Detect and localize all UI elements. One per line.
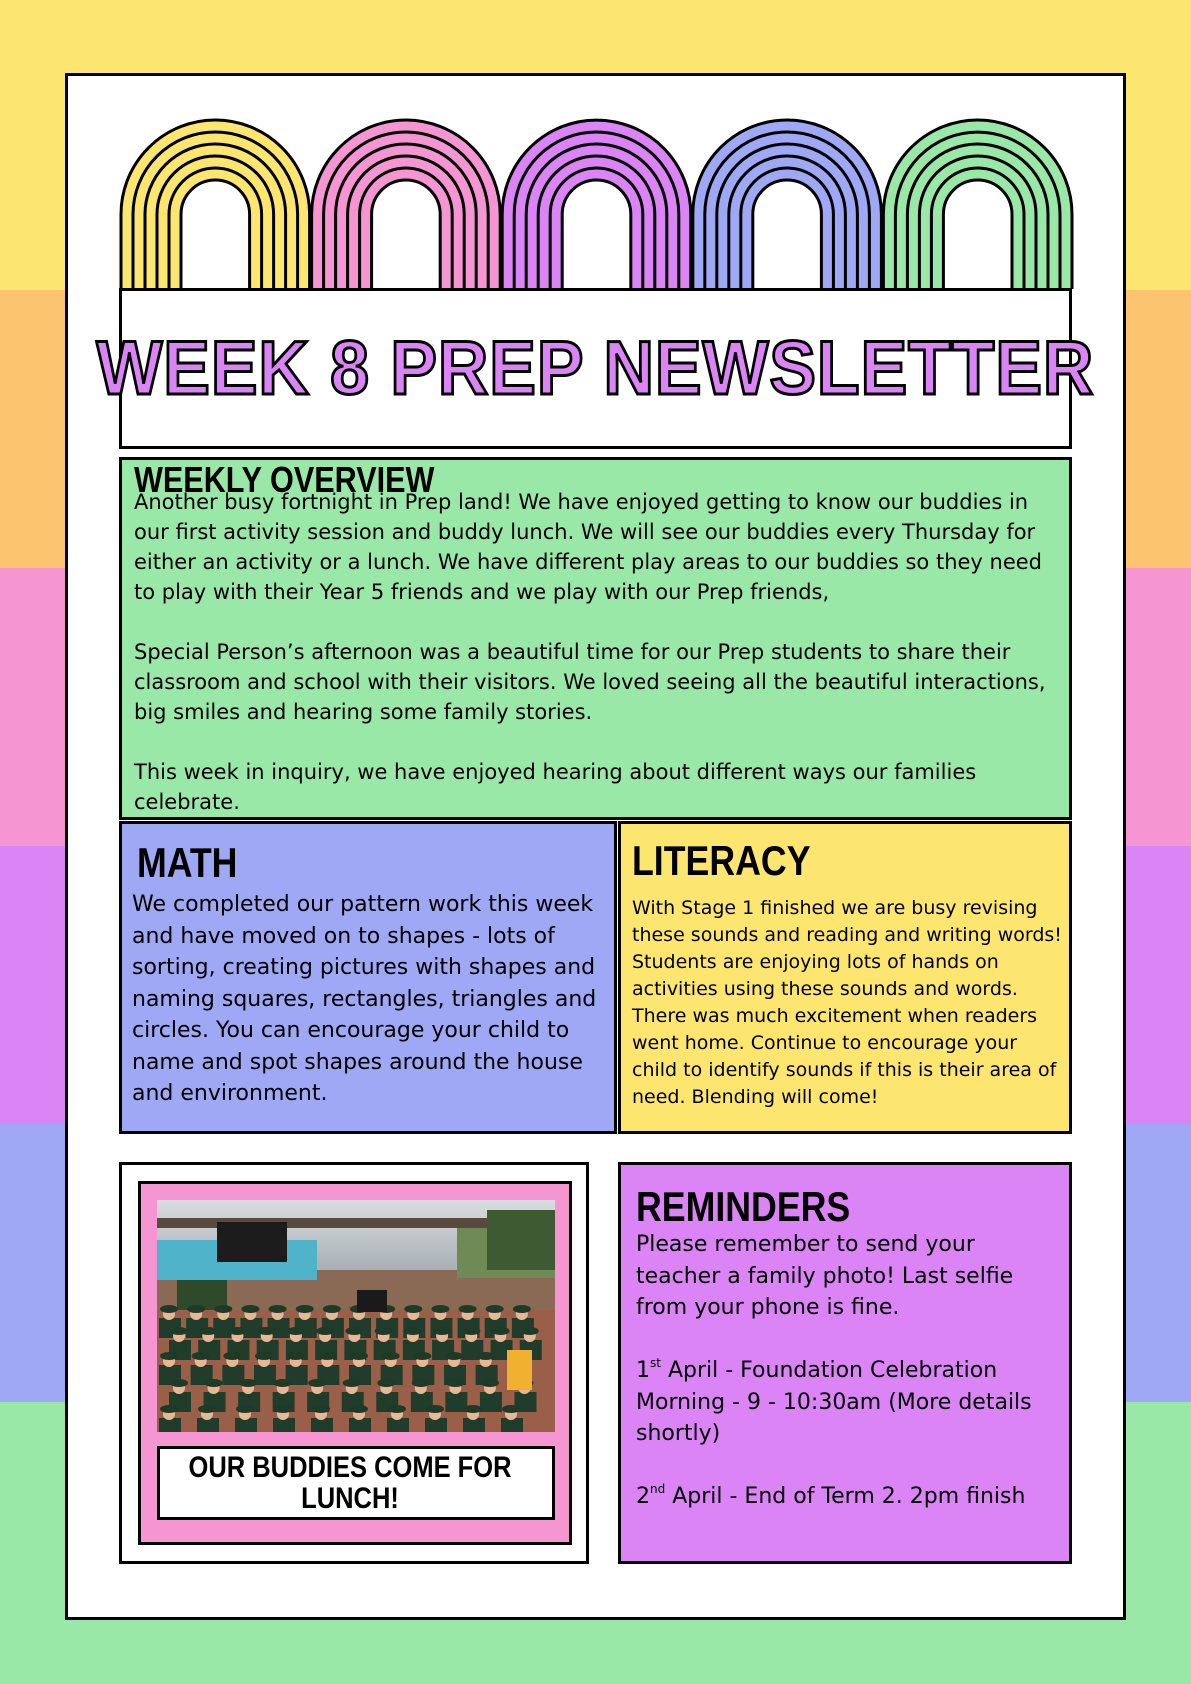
- literacy-heading: LITERACY: [632, 837, 811, 884]
- reminders-body: [636, 1229, 1066, 1544]
- reminders-intro: Please remember to send your teacher a family photo! Last selfie from your phone is fine.: [636, 1232, 1014, 1320]
- overview-paragraph: Another busy fortnight in Prep land! We have enjoyed getting to know our buddies in our first activity session and buddy lunch. We will see our buddies every Thursday for either an activity or a lunch. We have different play areas to our buddies so they need to play with their Year 5 friends and we play with our Prep friends,: [134, 490, 1043, 604]
- rainbow-arch-yellow: [121, 120, 310, 289]
- rainbow-arch-green: [883, 120, 1072, 289]
- rainbow-arch-blue: [693, 120, 882, 289]
- photo-caption: OUR BUDDIES COME FOR LUNCH!: [188, 1451, 512, 1515]
- reminders-heading: REMINDERS: [636, 1183, 851, 1230]
- reminder-item: [636, 1481, 1066, 1513]
- math-heading: MATH: [137, 839, 238, 886]
- weekly-overview-heading: WEEKLY OVERVIEW: [134, 459, 435, 500]
- reminder-text: April - End of Term 2. 2pm finish: [665, 1484, 1026, 1509]
- math-panel: [119, 821, 617, 1134]
- reminder-day: 2: [636, 1484, 650, 1509]
- literacy-body: With Stage 1 finished we are busy revising these sounds and reading and writing words! Students are enjoying lots of hands on activities using these sounds and words. There was much excitement when readers went home. Continue to encourage your child to identify sounds if this is their area of need. Blending will come!: [632, 897, 1062, 1108]
- weekly-overview-panel: [119, 457, 1072, 820]
- rainbow-arches-banner: [0, 0, 1191, 300]
- literacy-panel: [618, 821, 1072, 1134]
- photo-caption-box: [157, 1446, 555, 1520]
- reminder-item: [636, 1355, 1066, 1450]
- math-body: We completed our pattern work this week and have moved on to shapes - lots of sorting, creating pictures with shapes and naming squares, rectangles, triangles and circles. You can encourage your child to name and spot shapes around the house and environment.: [132, 892, 597, 1106]
- buddies-lunch-photo: [157, 1200, 555, 1432]
- overview-paragraph: This week in inquiry, we have enjoyed hearing about different ways our families celebrate.: [134, 760, 977, 814]
- title-banner: [96, 288, 1095, 449]
- photo-frame: [138, 1181, 572, 1545]
- newsletter-title: WEEK 8 PREP NEWSLETTER: [96, 326, 1095, 411]
- photo-card: [119, 1162, 589, 1564]
- reminder-day: 1: [636, 1358, 650, 1383]
- rainbow-arch-purple: [502, 120, 691, 289]
- weekly-overview-body: [134, 487, 1059, 847]
- reminder-text: April - Foundation Celebration Morning - 9 - 10:30am (More details shortly): [636, 1358, 1032, 1446]
- rainbow-arch-pink: [312, 120, 501, 289]
- reminder-day-suffix: st: [650, 1356, 661, 1370]
- reminder-day-suffix: nd: [650, 1482, 666, 1496]
- reminders-panel: [618, 1162, 1072, 1564]
- overview-paragraph: Special Person’s afternoon was a beautiful time for our Prep students to share their classroom and school with their visitors. We loved seeing all the beautiful interactions, big smiles and hearing some family stories.: [134, 640, 1046, 724]
